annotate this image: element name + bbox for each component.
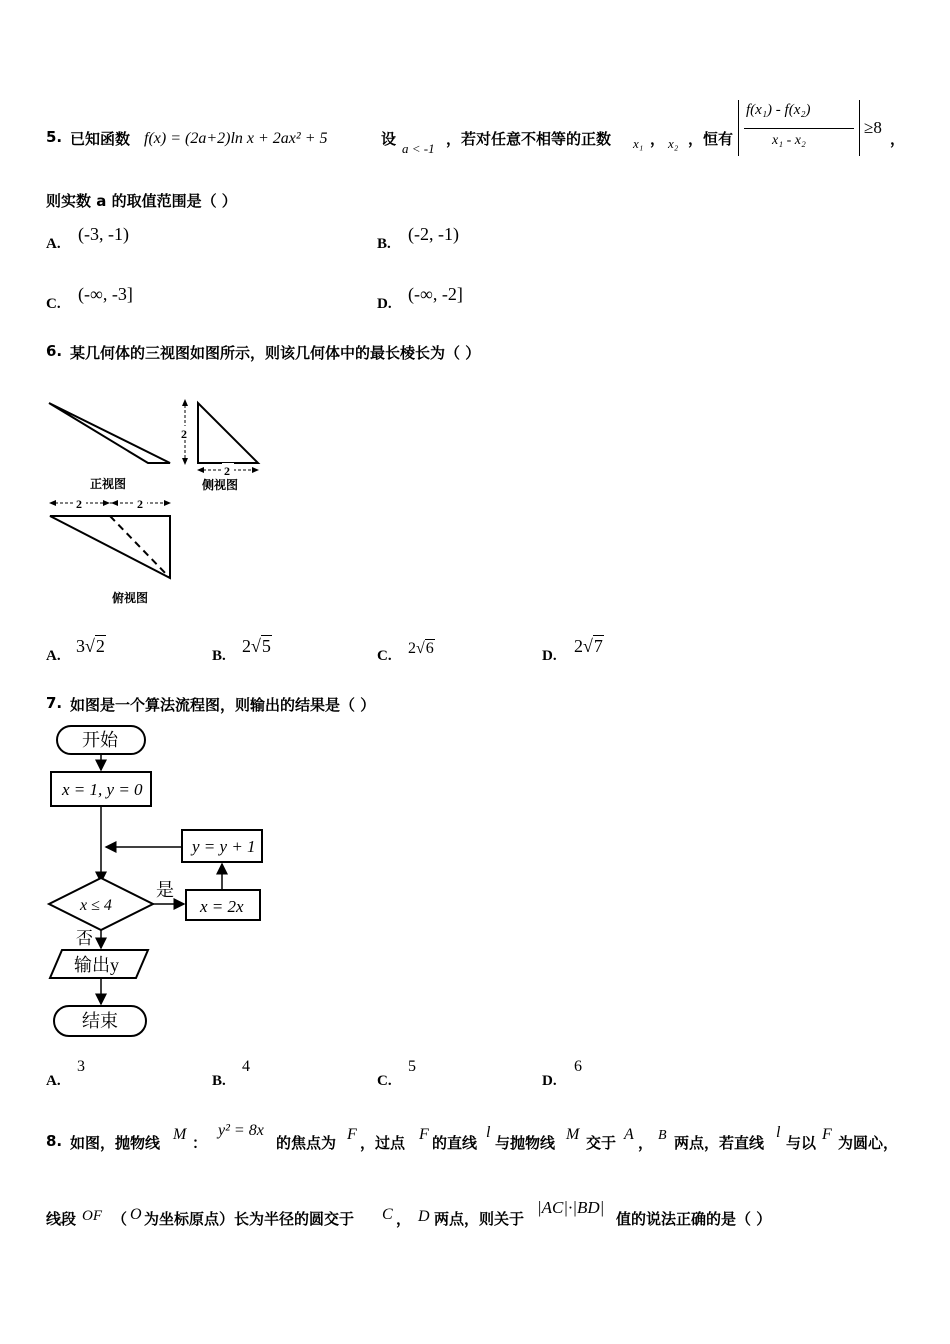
q5-option-a-value: (-3, -1) — [78, 224, 129, 244]
q7-option-b-value: 4 — [242, 1058, 250, 1075]
flow-yes-label: 是 — [156, 880, 174, 900]
q5-x1: x₁ — [633, 136, 644, 151]
q8-M: M — [173, 1126, 187, 1143]
q8-l-1: l — [486, 1124, 491, 1141]
flow-update-y-label: y = y + 1 — [192, 837, 256, 856]
q8-F-1: F — [347, 1126, 357, 1143]
q5-separator: ， — [650, 130, 666, 148]
q8-D: D — [418, 1208, 430, 1225]
q8-line2-a: 线段 — [46, 1210, 77, 1228]
q5-text-d: ，恒有 — [688, 130, 734, 148]
q8-sep-1: ， — [638, 1134, 654, 1152]
q6-text: 某几何体的三视图如图所示，则该几何体中的最长棱长为（ ） — [70, 344, 481, 362]
q5-option-c-value: (-∞, -3] — [78, 284, 133, 304]
front-view-shape — [49, 403, 170, 463]
side-view-label: 侧视图 — [202, 478, 239, 492]
q8-C: C — [382, 1206, 393, 1223]
q5-inequality: ≥8 — [864, 118, 882, 137]
arrow-up-icon — [182, 399, 188, 406]
q7-option-c-label: C. — [377, 1073, 392, 1089]
q6-option-d-label: D. — [542, 648, 557, 664]
sqrt-icon: √ — [251, 636, 261, 656]
q5-option-d-value: (-∞, -2] — [408, 284, 463, 304]
q5-option-b-label: B. — [377, 236, 391, 252]
q8-F-2: F — [419, 1126, 429, 1143]
q8-colon: ： — [192, 1134, 208, 1152]
top-view-label: 俯视图 — [112, 591, 149, 605]
sqrt-icon: √ — [583, 636, 593, 656]
side-view-shape — [198, 403, 258, 463]
q5-tail: ， — [890, 130, 906, 148]
top-width-label-right: 2 — [137, 497, 143, 511]
arrow-left-icon — [49, 500, 56, 506]
q5-x2: x₂ — [668, 136, 679, 151]
q8-line2-e: 值的说法正确的是（ ） — [616, 1210, 772, 1228]
top-width-label-left: 2 — [76, 497, 82, 511]
q5-fraction-numerator: f(x₁) - f(x₂) — [746, 102, 811, 118]
q8-line2-b: （ — [112, 1210, 128, 1228]
q7-option-a-label: A. — [46, 1073, 61, 1089]
q8-A: A — [624, 1126, 634, 1143]
flow-start-label: 开始 — [82, 730, 118, 750]
q6-option-a-label: A. — [46, 648, 61, 664]
flow-end-label: 结束 — [82, 1011, 118, 1031]
q5-text-a: 已知函数 — [70, 130, 131, 148]
front-view-label: 正视图 — [90, 477, 127, 491]
q8-M-2: M — [566, 1126, 580, 1143]
q8-OF: OF — [82, 1208, 102, 1224]
q6-option-b-label: B. — [212, 648, 226, 664]
q6-option-a-value: 3√2 — [76, 636, 105, 656]
q5-function: f(x) = (2a+2)ln x + 2ax² + 5 — [144, 130, 328, 147]
arrow-right-icon — [164, 500, 171, 506]
q8-abs-expression: |AC|·|BD| — [537, 1198, 605, 1217]
q8-text-6: 交于 — [586, 1134, 617, 1152]
top-view-hidden-edge — [110, 516, 170, 578]
q7-option-d-label: D. — [542, 1073, 557, 1089]
q6-option-c-label: C. — [377, 648, 392, 664]
q8-line2-c: 为坐标原点）长为半径的圆交于 — [144, 1210, 355, 1228]
q7-option-a-value: 3 — [77, 1058, 85, 1075]
q8-line2-d: 两点，则关于 — [434, 1210, 525, 1228]
q6-option-d-value: 2√7 — [574, 636, 603, 656]
flow-no-label: 否 — [76, 929, 93, 948]
q7-option-b-label: B. — [212, 1073, 226, 1089]
sqrt-icon: √ — [416, 640, 425, 657]
q6-number: 6. — [46, 342, 63, 360]
q5-option-d-label: D. — [377, 296, 392, 312]
q8-text-9: 为圆心， — [838, 1134, 899, 1152]
q8-text-7: 两点，若直线 — [674, 1134, 765, 1152]
q5-abs-fraction — [738, 100, 860, 156]
q5-text-b: 设 — [381, 130, 397, 148]
q5-option-a-label: A. — [46, 236, 61, 252]
q8-text-8: 与以 — [786, 1134, 817, 1152]
flow-output-label: 输出y — [74, 955, 119, 975]
q6-option-c-value: 2√6 — [408, 640, 434, 657]
q8-text-4: 的直线 — [432, 1134, 478, 1152]
flow-condition-label: x ≤ 4 — [80, 897, 112, 914]
flow-update-x-label: x = 2x — [200, 897, 244, 916]
q8-text-5: 与抛物线 — [495, 1134, 556, 1152]
q5-option-c-label: C. — [46, 296, 61, 312]
top-view-shape — [50, 516, 170, 578]
q6-option-b-value: 2√5 — [242, 636, 271, 656]
q8-F-3: F — [822, 1126, 832, 1143]
side-height-label: 2 — [181, 427, 187, 441]
q8-B: B — [658, 1128, 667, 1143]
q5-fraction-denominator: x₁ - x₂ — [772, 133, 806, 148]
q5-condition: a < -1 — [402, 141, 435, 156]
q8-sep-2: ， — [396, 1210, 412, 1228]
q7-number: 7. — [46, 694, 63, 712]
arrow-right-icon — [252, 467, 259, 473]
q8-O: O — [130, 1206, 142, 1223]
side-width-label: 2 — [224, 464, 230, 478]
arrow-left-icon — [111, 500, 118, 506]
q5-option-b-value: (-2, -1) — [408, 224, 459, 244]
q7-text: 如图是一个算法流程图，则输出的结果是（ ） — [70, 696, 376, 714]
q8-l-2: l — [776, 1124, 781, 1141]
arrow-down-icon — [182, 458, 188, 465]
q8-text-3: ，过点 — [360, 1134, 406, 1152]
q5-text-c: ，若对任意不相等的正数 — [446, 130, 612, 148]
q5-number: 5. — [46, 128, 63, 146]
flow-init-label: x = 1, y = 0 — [62, 780, 143, 799]
q7-option-c-value: 5 — [408, 1058, 416, 1075]
arrow-right-icon — [103, 500, 110, 506]
q8-equation: y² = 8x — [218, 1122, 264, 1139]
q8-text-1: 如图，抛物线 — [70, 1134, 161, 1152]
q8-text-2: 的焦点为 — [276, 1134, 337, 1152]
q5-line2: 则实数 a 的取值范围是（ ） — [46, 192, 237, 210]
three-view-figure — [40, 390, 280, 615]
sqrt-icon: √ — [85, 636, 95, 656]
q7-option-d-value: 6 — [574, 1058, 582, 1075]
q8-number: 8. — [46, 1132, 63, 1150]
arrow-left-icon — [197, 467, 204, 473]
flowchart — [40, 720, 280, 1050]
